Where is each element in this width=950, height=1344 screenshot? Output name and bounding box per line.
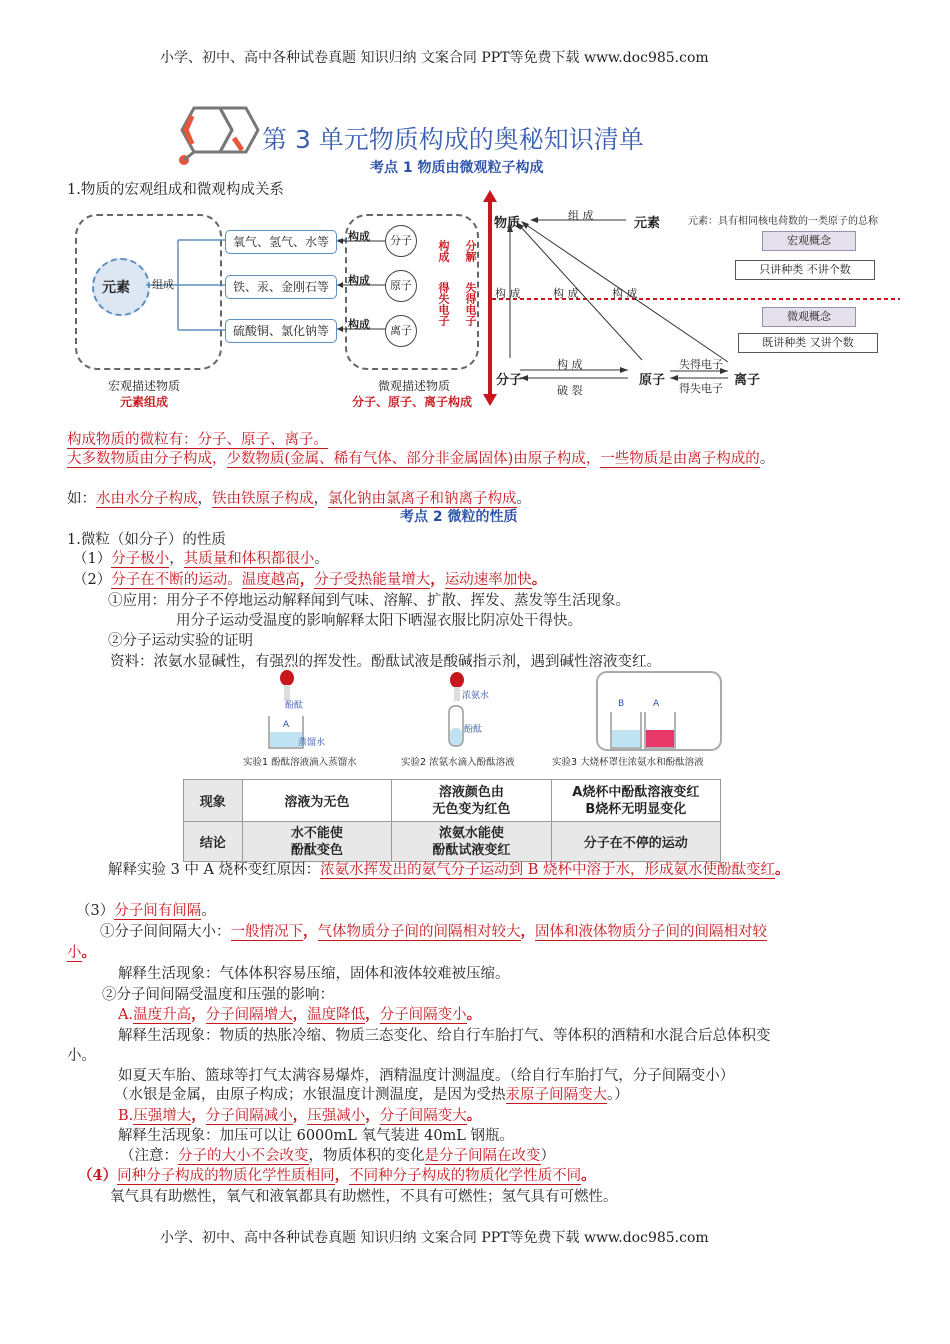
most-molecule-text: 大多数物质由分子构成 — [67, 451, 212, 467]
example-prefix: 如： — [67, 491, 96, 507]
gap-influence-heading: ②分子间间隔受温度和压强的影响： — [102, 987, 334, 1003]
atom-node: 原子 — [639, 373, 666, 388]
zucheng-label: 组 成 — [568, 209, 594, 222]
table-cell: 溶液为无色 — [242, 780, 392, 822]
period: 。 — [466, 1107, 482, 1124]
temp-down-text: 温度降低 — [307, 1007, 366, 1023]
particle-atom: 原子 — [385, 270, 417, 302]
item-number: （3） — [76, 903, 115, 919]
page-title: 第 3 单元物质构成的奥秘知识清单 — [262, 125, 644, 154]
element-label: 元素 — [102, 280, 130, 296]
molecule-logo-icon — [172, 100, 262, 170]
section-1-heading: 1.物质的宏观组成和微观构成关系 — [67, 182, 284, 198]
exp-3-explanation — [108, 858, 790, 879]
page-header: 小学、初中、高中各种试卷真题 知识归纳 文案合同 PPT等免费下载 www.doc985.com — [160, 50, 709, 66]
experiment-illustration — [255, 668, 735, 752]
macro-sub-label: 元素组成 — [120, 395, 169, 409]
shi-arrow-label: 失得电子 — [464, 282, 477, 326]
iron-example: 铁由铁原子构成 — [212, 491, 314, 507]
substance-box-2: 铁、汞、金刚石等 — [225, 275, 337, 299]
gou-label-3: 构成 — [348, 318, 370, 331]
gap-explain: 解释生活现象：气体体积容易压缩，固体和液体较难被压缩。 — [118, 966, 510, 982]
goucheng-label-2: 构 成 — [553, 287, 579, 300]
small-mass-text: 其质量和体积都很小 — [183, 551, 315, 567]
exp-2-caption: 实验2 浓氨水滴入酚酞溶液 — [401, 757, 515, 768]
period: 。 — [466, 1006, 482, 1023]
comma: ， — [303, 923, 318, 940]
comma: ， — [292, 1107, 308, 1124]
page-footer: 小学、初中、高中各种试卷真题 知识归纳 文案合同 PPT等免费下载 www.doc985.com — [160, 1230, 709, 1246]
comma: ， — [365, 1107, 380, 1124]
table-cell: 浓氨水能使 酚酞试液变红 — [392, 822, 551, 862]
gap-decrease-text: 分子间隔变小 — [379, 1007, 467, 1023]
table-cell: 溶液颜色由 无色变为红色 — [392, 780, 551, 822]
gap-increase-text: 分子间隔增大 — [205, 1007, 293, 1023]
gap-size-line — [100, 920, 767, 941]
comma: ， — [585, 451, 601, 467]
mercury-prefix: （水银是金属，由原子构成；水银温度计测温度，是因为受热 — [114, 1087, 506, 1103]
fenta-label: 酚酞 — [285, 701, 304, 711]
temperature-explain-4 — [114, 1083, 629, 1104]
proof-heading: ②分子运动实验的证明 — [108, 633, 253, 649]
few-atom-text: 少数物质(金属、稀有气体、部分非金属固体)由原子构成 — [226, 451, 586, 467]
temp-up-text: 温度升高 — [133, 1007, 192, 1023]
note-prefix: （注意： — [120, 1148, 178, 1164]
substance-box-3: 硫酸铜、氯化钠等 — [225, 319, 337, 343]
micro-concept-tag: 微观概念 — [762, 307, 856, 327]
gou-label-2: 构成 — [348, 274, 370, 287]
A-beaker-label: A — [653, 699, 660, 709]
generally-text: 一般情况下 — [230, 924, 303, 940]
period: 。 — [775, 861, 790, 878]
gap-text: 分子间有间隔 — [114, 903, 202, 919]
comma: ， — [197, 491, 212, 507]
note-line — [120, 1144, 555, 1165]
mercury-red: 汞原子间隔变大 — [505, 1087, 607, 1103]
item-4-explain: 氧气具有助燃性，氧气和液氧都具有助燃性，不具有可燃性；氢气具有可燃性。 — [110, 1189, 618, 1205]
application-1: ①应用：用分子不停地运动解释闻到气味、溶解、扩散、挥发、蒸发等生活现象。 — [108, 593, 630, 609]
exp-1-caption: 实验1 酚酞溶液滴入蒸馏水 — [243, 757, 357, 768]
item-2 — [73, 568, 546, 589]
goucheng-label-1: 构 成 — [495, 287, 521, 300]
gap-size-line-2 — [67, 941, 96, 962]
fenta2-label: 酚酞 — [464, 725, 483, 735]
period: 。 — [201, 903, 216, 919]
different-molecule-text: 不同种分子构成的物质化学性质不同 — [349, 1168, 582, 1184]
gap-size-prefix: ①分子间间隔大小： — [100, 924, 231, 940]
table-cell: 结论 — [184, 822, 243, 862]
solid-liquid-gap-text: 固体和液体物质分子间的间隔相对较 — [535, 924, 767, 940]
comma: ， — [212, 451, 227, 467]
comma: ， — [334, 1167, 350, 1184]
table-cell: A烧杯中酚酞溶液变红 B烧杯无明显变化 — [551, 780, 720, 822]
period: 。 — [227, 572, 242, 588]
gou-label-1: 构成 — [348, 230, 370, 243]
temperature-explain-1: 解释生活现象：物质的热胀冷缩、物质三态变化、给自行车胎打气、等体积的酒精和水混合后总体积变 — [118, 1028, 771, 1044]
comma: ， — [191, 1107, 206, 1124]
polie-label: 破 裂 — [557, 384, 583, 397]
example-line — [67, 487, 531, 508]
period: 。 — [531, 571, 547, 588]
nacl-example: 氯化钠由氯离子和钠离子构成 — [328, 491, 517, 507]
note-close: ） — [540, 1148, 555, 1164]
comma: ， — [520, 923, 535, 940]
some-ion-text: 一些物质是由离子构成的 — [600, 451, 760, 467]
pressure-line — [118, 1104, 481, 1125]
gas-gap-text: 气体物质分子间的间隔相对较大 — [317, 924, 521, 940]
particle-ion: 离子 — [385, 315, 417, 347]
period: 。 — [581, 1167, 596, 1184]
substance-node: 物质 — [494, 216, 521, 231]
period: 。 — [759, 451, 775, 467]
item-number: （1） — [73, 551, 112, 567]
note-red-1: 分子的大小不会改变 — [178, 1148, 309, 1164]
item-number: （2） — [73, 572, 112, 588]
water-example: 水由水分子构成 — [96, 491, 198, 507]
ammonia-label: 浓氨水 — [462, 691, 490, 701]
fen-arrow-label: 分解 — [464, 240, 477, 262]
substance-box-1: 氧气、氢气、水等 — [225, 230, 337, 254]
micro-sub-label: 分子、原子、离子构成 — [352, 395, 473, 409]
temperature-explain-2: 小。 — [67, 1048, 96, 1064]
table-cell: 现象 — [184, 780, 243, 822]
goucheng-label-3: 构 成 — [612, 287, 638, 300]
period: 。 — [516, 491, 531, 507]
same-molecule-text: 同种分子构成的物质化学性质相同 — [117, 1168, 335, 1184]
energy-text: 分子受热能量增大 — [314, 572, 431, 588]
mercury-post: 。） — [607, 1087, 629, 1103]
comma: ， — [430, 571, 445, 588]
comma: ， — [191, 1006, 206, 1023]
temperature-line — [118, 1003, 481, 1024]
element-definition: 元素：具有相同核电荷数的一类原子的总称 — [688, 216, 878, 227]
particles-statement: 构成物质的微粒有：分子、原子、离子。 — [67, 432, 328, 448]
macro-concept-tag: 宏观概念 — [762, 231, 856, 251]
note-middle: ，物质体积的变化 — [308, 1148, 425, 1164]
particles-line — [67, 428, 328, 449]
speed-text: 运动速率加快 — [444, 572, 532, 588]
kaodian-1-heading: 考点 1 物质由微观粒子构成 — [370, 160, 544, 176]
label-A: A. — [118, 1007, 134, 1023]
gap-increase-text: 分子间隔变大 — [379, 1108, 467, 1124]
micro-label: 微观描述物质 — [378, 379, 451, 393]
explain-prefix: 解释实验 3 中 A 烧杯变红原因： — [108, 862, 321, 878]
period: 。 — [314, 551, 329, 567]
gou2-label: 构 成 — [557, 358, 583, 371]
B-beaker-label: B — [618, 699, 625, 709]
macro-concept-note: 只讲种类 不讲个数 — [735, 260, 875, 280]
comma: ， — [313, 491, 328, 507]
item-number: （4） — [78, 1167, 118, 1184]
ion-node: 离子 — [734, 373, 761, 388]
tiny-text: 分子极小 — [111, 551, 170, 567]
pressure-explain: 解释生活现象：加压可以让 6000mL 氧气装进 40mL 钢瓶。 — [118, 1128, 515, 1144]
comma: ， — [292, 1006, 308, 1023]
temperature-explain-3: 如夏天车胎、篮球等打气太满容易爆炸，酒精温度计测温度。（给自行车胎打气，分子间隔变小） — [118, 1068, 735, 1084]
macro-label: 宏观描述物质 — [108, 379, 181, 393]
note-red-2: 是分子间隔在改变 — [424, 1148, 541, 1164]
moving-text: 分子在不断的运动 — [111, 572, 228, 588]
pressure-up-text: 压强增大 — [133, 1108, 192, 1124]
item-1 — [73, 547, 329, 568]
composition-line — [67, 447, 774, 468]
molecule-node: 分子 — [496, 373, 523, 388]
exp-3-caption: 实验3 大烧杯罩住浓氨水和酚酞溶液 — [552, 757, 704, 768]
small-text: 小 — [67, 945, 82, 961]
de-arrow-label: 得失电子 — [437, 282, 450, 326]
explain-red: 浓氨水挥发出的氨气分子运动到 B 烧杯中溶于水，形成氨水使酚酞变红 — [320, 862, 776, 878]
item-4 — [78, 1164, 596, 1185]
info-text: 资料：浓氨水显碱性，有强烈的挥发性。酚酞试液是酸碱指示剂，遇到碱性溶液变红。 — [110, 654, 661, 670]
label-B: B. — [118, 1108, 134, 1124]
table-cell: 水不能使 酚酞变色 — [242, 822, 392, 862]
micro-concept-note: 既讲种类 又讲个数 — [738, 333, 878, 353]
distilled-water-label: 蒸馏水 — [298, 738, 326, 748]
A-label: A — [283, 720, 290, 730]
kaodian-2-heading: 考点 2 微粒的性质 — [400, 509, 518, 525]
period: 。 — [81, 944, 96, 961]
comma: ， — [299, 571, 315, 588]
shide-label: 失得电子 — [679, 358, 723, 371]
comma: ， — [169, 551, 184, 567]
section-2-heading: 1.微粒（如分子）的性质 — [67, 532, 226, 548]
table-cell: 分子在不停的运动 — [551, 822, 720, 862]
application-2: 用分子运动受温度的影响解释太阳下晒湿衣服比阴凉处干得快。 — [176, 613, 582, 629]
pressure-down-text: 压强减小 — [307, 1108, 366, 1124]
element-node: 元素 — [634, 216, 661, 231]
deshi-label: 得失电子 — [679, 382, 723, 395]
temp-higher-text: 温度越高 — [241, 572, 300, 588]
comma: ， — [365, 1006, 380, 1023]
gou-arrow-label: 构成 — [437, 240, 450, 262]
experiment-table — [183, 779, 721, 862]
compose-label: 组成 — [152, 278, 174, 291]
particle-molecule: 分子 — [385, 225, 417, 257]
item-3 — [76, 899, 216, 920]
gap-decrease-text: 分子间隔减小 — [205, 1108, 293, 1124]
